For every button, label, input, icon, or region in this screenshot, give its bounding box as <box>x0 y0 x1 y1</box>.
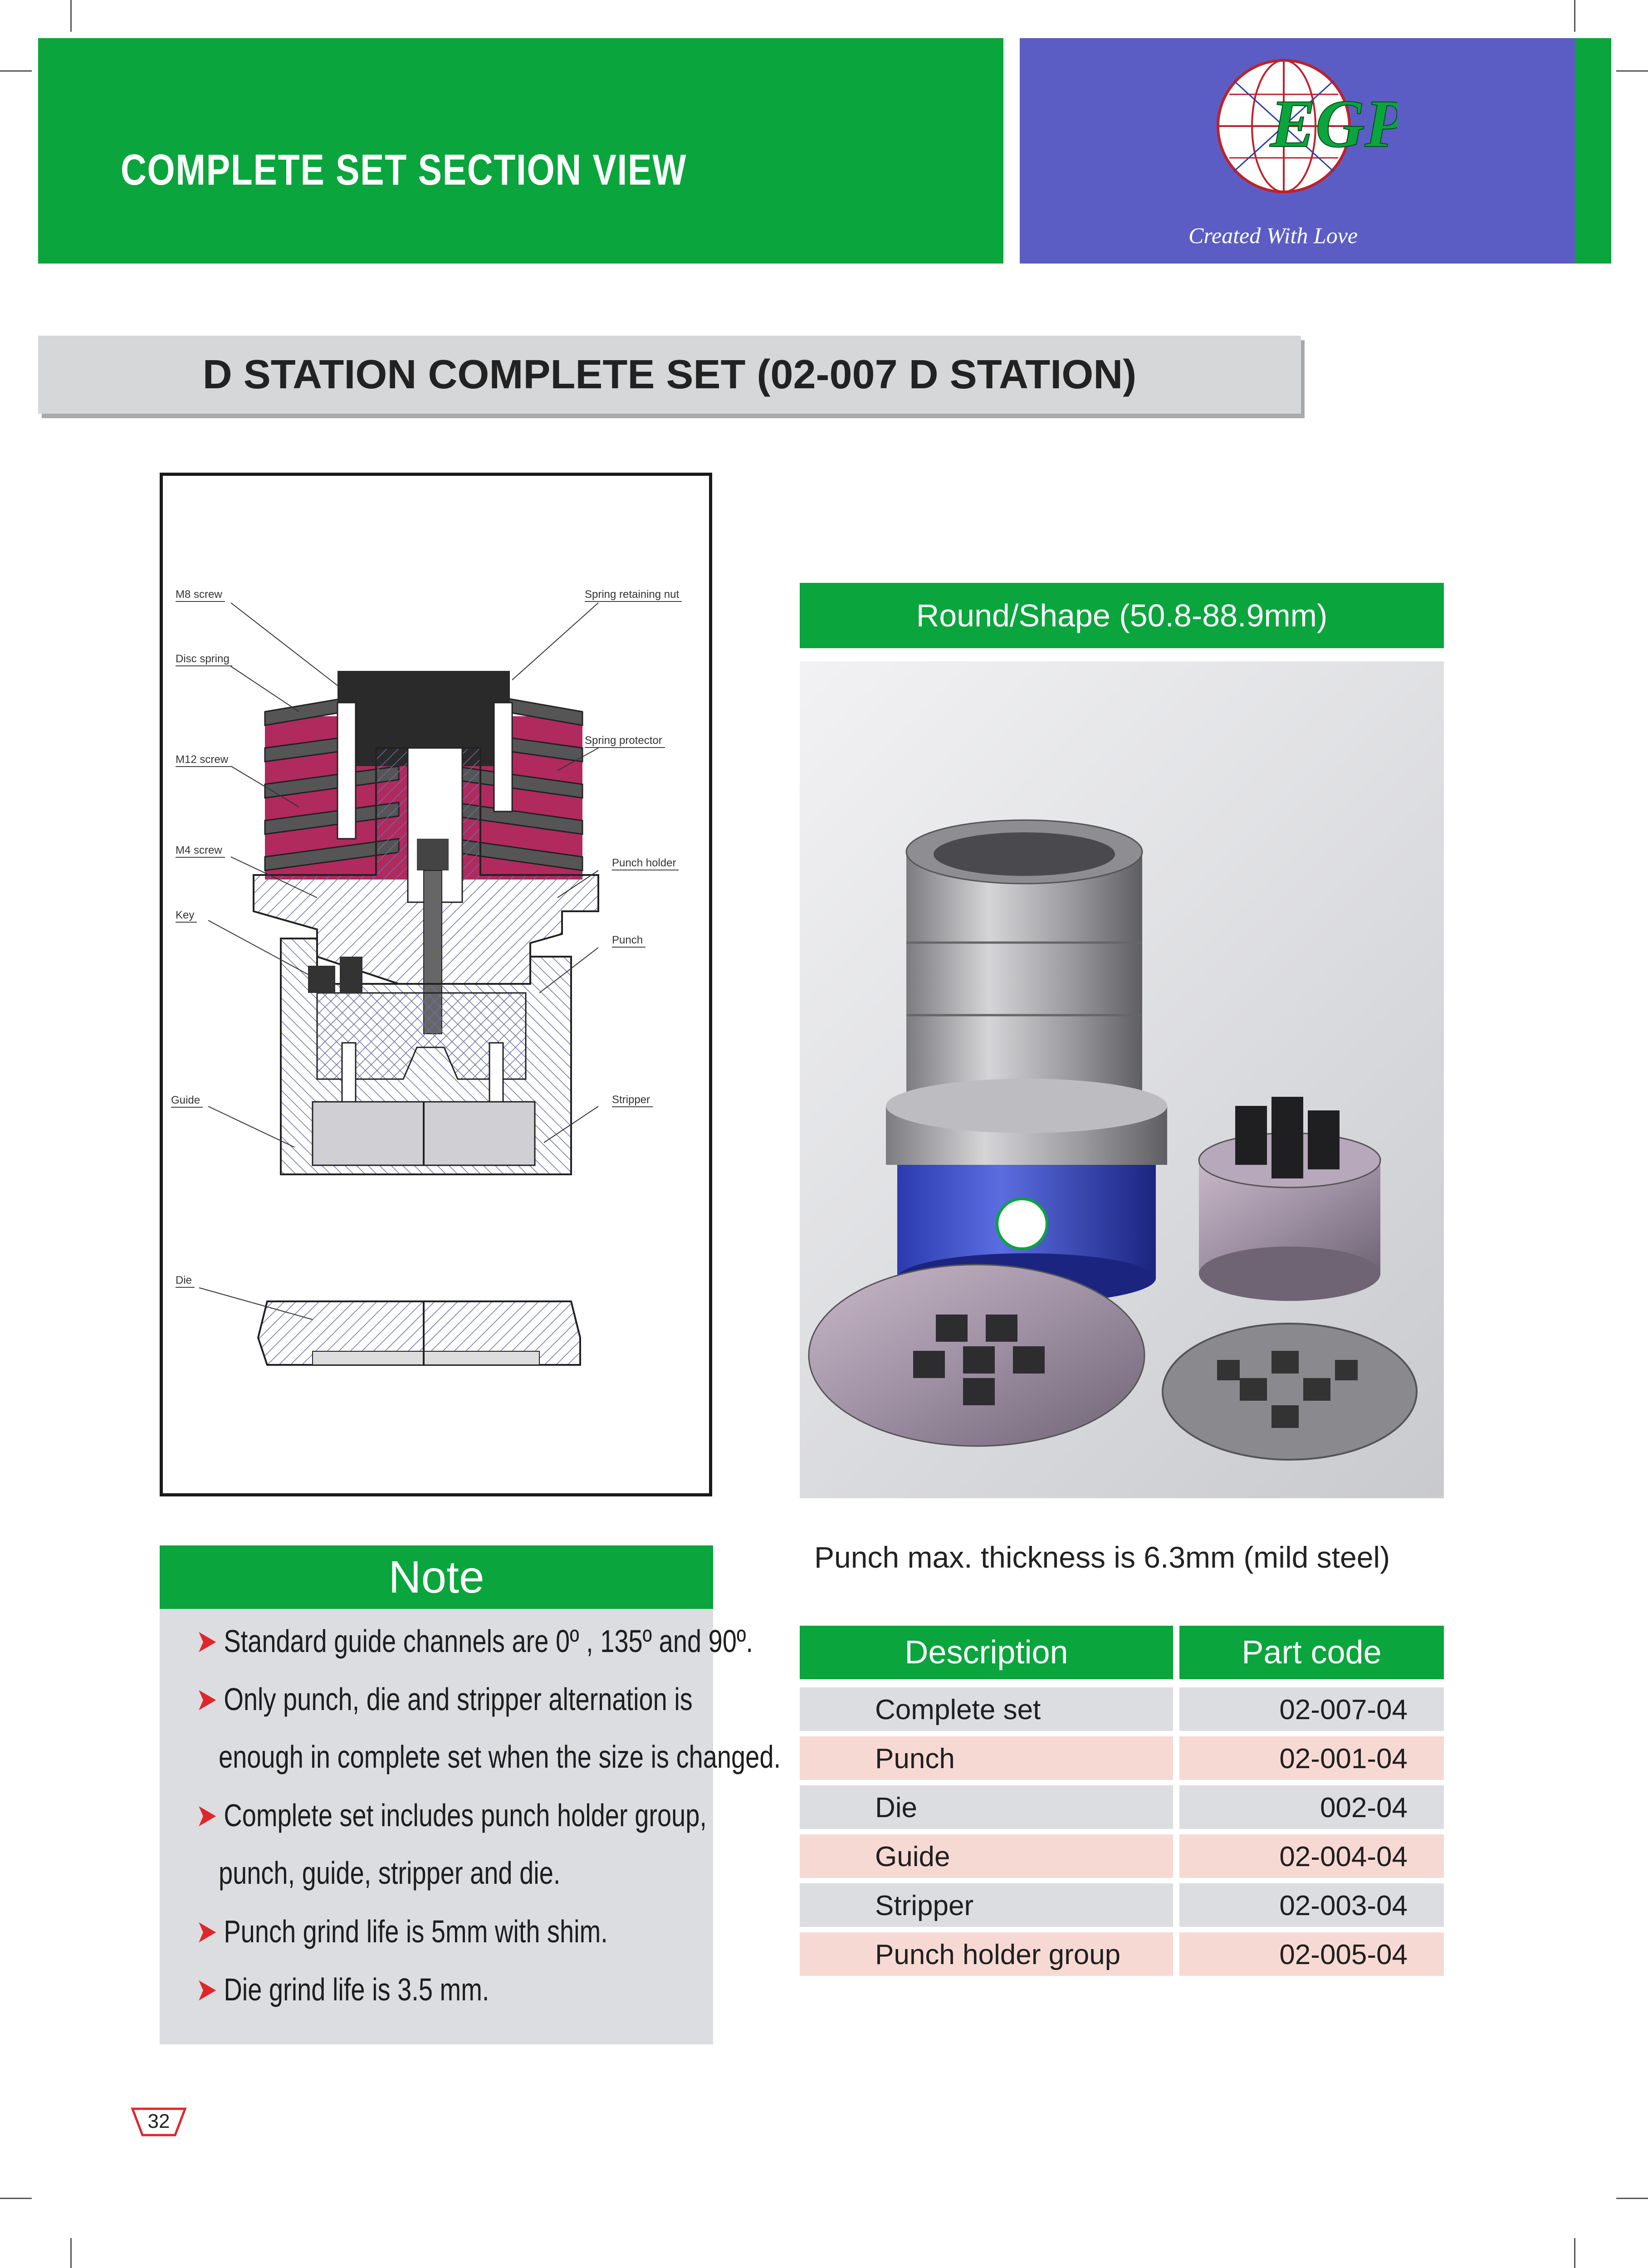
cell-part-code: 02-004-04 <box>1179 1834 1444 1878</box>
cell-part-code: 02-007-04 <box>1179 1687 1444 1731</box>
bullet-arrow-icon: ➤ <box>196 1681 217 1717</box>
label-disc-spring: Disc spring <box>176 653 232 666</box>
product-photo <box>800 661 1444 1498</box>
label-spring-retaining-nut: Spring retaining nut <box>585 588 682 602</box>
product-caption: Punch max. thickness is 6.3mm (mild steel) <box>814 1540 1390 1574</box>
label-spring-protector: Spring protector <box>585 734 665 748</box>
label-stripper: Stripper <box>612 1094 653 1107</box>
header-title: COMPLETE SET SECTION VIEW <box>121 146 687 194</box>
logo-text: EGP <box>1270 86 1397 161</box>
cell-description: Guide <box>800 1834 1173 1878</box>
tagline: Created With Love <box>1188 223 1358 248</box>
cell-description: Punch <box>800 1736 1173 1780</box>
egp-logo <box>1198 54 1397 199</box>
crop-mark <box>0 70 32 72</box>
label-key: Key <box>176 909 197 923</box>
label-guide: Guide <box>171 1094 203 1108</box>
cell-part-code: 02-001-04 <box>1179 1736 1444 1780</box>
table-header-part-code: Part code <box>1179 1626 1444 1679</box>
note-title: Note <box>160 1545 713 1609</box>
section-view-drawing <box>160 473 712 1496</box>
crop-mark <box>1574 0 1575 32</box>
note-line: enough in complete set when the size is changed. <box>219 1739 781 1774</box>
table-row <box>800 1932 1444 1976</box>
crop-mark <box>1574 2238 1575 2268</box>
cell-description: Complete set <box>800 1687 1173 1731</box>
cell-part-code: 002-04 <box>1179 1785 1444 1829</box>
table-row <box>800 1785 1444 1829</box>
cell-part-code: 02-005-04 <box>1179 1932 1444 1976</box>
note-line: Only punch, die and stripper alternation is <box>224 1681 693 1717</box>
section-title: D STATION COMPLETE SET (02-007 D STATION) <box>202 352 1137 397</box>
range-title-bar: Round/Shape (50.8-88.9mm) <box>800 583 1444 648</box>
crop-mark <box>0 2198 32 2199</box>
bullet-arrow-icon: ➤ <box>196 1623 217 1659</box>
note-line: Punch grind life is 5mm with shim. <box>224 1914 608 1949</box>
table-row <box>800 1834 1444 1878</box>
header-accent-strip <box>1575 38 1611 264</box>
note-line: Standard guide channels are 0º , 135º and 90º. <box>224 1623 753 1659</box>
label-punch-holder: Punch holder <box>612 857 679 870</box>
note-line: punch, guide, stripper and die. <box>219 1855 561 1891</box>
bullet-arrow-icon: ➤ <box>196 1914 217 1949</box>
label-m4-screw: M4 screw <box>176 844 225 858</box>
crop-mark <box>1616 2198 1648 2199</box>
note-line: Die grind life is 3.5 mm. <box>224 1972 489 2007</box>
label-m8-screw: M8 screw <box>176 588 225 602</box>
label-punch: Punch <box>612 934 646 948</box>
table-header-description: Description <box>800 1626 1173 1679</box>
cell-part-code: 02-003-04 <box>1179 1883 1444 1927</box>
table-row <box>800 1687 1444 1731</box>
page-number: 32 <box>147 2110 170 2132</box>
label-die: Die <box>176 1274 195 1288</box>
table-row <box>800 1883 1444 1927</box>
bullet-arrow-icon: ➤ <box>196 1972 217 2007</box>
label-m12-screw: M12 screw <box>176 753 231 767</box>
crop-mark <box>1616 70 1648 72</box>
cell-description: Die <box>800 1785 1173 1829</box>
note-line: Complete set includes punch holder group, <box>224 1798 707 1833</box>
note-box <box>160 1609 781 2044</box>
crop-mark <box>70 0 72 32</box>
crop-mark <box>70 2238 72 2268</box>
cell-description: Punch holder group <box>800 1932 1173 1976</box>
table-row <box>800 1736 1444 1780</box>
bullet-arrow-icon: ➤ <box>196 1798 217 1833</box>
cell-description: Stripper <box>800 1883 1173 1927</box>
